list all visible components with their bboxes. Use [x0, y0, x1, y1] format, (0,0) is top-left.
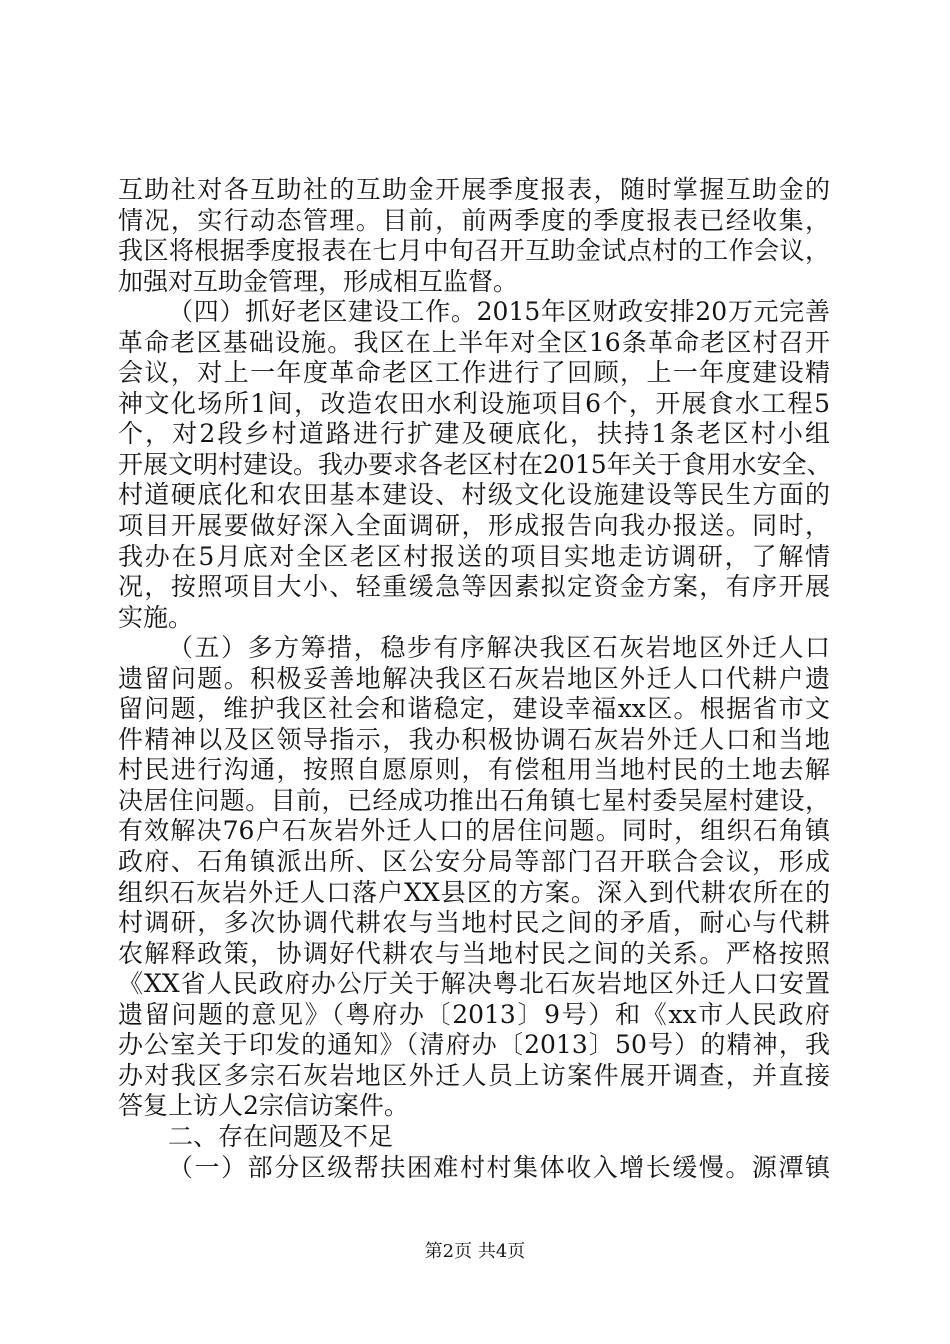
body-text-line: 组织石灰岩外迁人口落户XX县区的方案。深入到代耕农所在的 — [118, 877, 830, 907]
body-text-line: 加强对互助金管理，形成相互监督。 — [118, 266, 519, 296]
body-text-line: 我区将根据季度报表在七月中旬召开互助金试点村的工作会议， — [118, 236, 830, 266]
body-text-line: 革命老区基础设施。我区在上半年对全区16条革命老区村召开 — [118, 327, 830, 357]
body-text-line: 有效解决76户石灰岩外迁人口的居住问题。同时，组织石角镇 — [118, 816, 830, 846]
body-text-line: 留问题，维护我区社会和谐稳定，建设幸福xx区。根据省市文 — [118, 694, 830, 724]
body-text-line: （五）多方筹措，稳步有序解决我区石灰岩地区外迁人口 — [168, 633, 830, 663]
body-text — [118, 175, 830, 1183]
body-text-line: 村道硬底化和农田基本建设、村级文化设施建设等民生方面的 — [118, 480, 830, 510]
body-text-line: 村调研，多次协调代耕农与当地村民之间的矛盾，耐心与代耕 — [118, 908, 830, 938]
body-text-line: 况，按照项目大小、轻重缓急等因素拟定资金方案，有序开展 — [118, 572, 830, 602]
body-text-line: 农解释政策，协调好代耕农与当地村民之间的关系。严格按照 — [118, 938, 830, 968]
body-text-line: （四）抓好老区建设工作。2015年区财政安排20万元完善 — [168, 297, 830, 327]
body-text-line: 办公室关于印发的通知》（清府办〔2013〕50号）的精神，我 — [118, 1030, 830, 1060]
body-text-line: 决居住问题。目前，已经成功推出石角镇七星村委吴屋村建设， — [118, 785, 830, 815]
body-text-line: 神文化场所1间，改造农田水利设施项目6个，开展食水工程5 — [118, 388, 830, 418]
body-text-line: 件精神以及区领导指示，我办积极协调石灰岩外迁人口和当地 — [118, 724, 830, 754]
section-heading — [118, 1122, 830, 1153]
body-text-line: （一）部分区级帮扶困难村村集体收入增长缓慢。源潭镇 — [168, 1152, 830, 1182]
body-text-line: 情况，实行动态管理。目前，前两季度的季度报表已经收集， — [118, 205, 830, 235]
body-text-line: 项目开展要做好深入全面调研，形成报告向我办报送。同时， — [118, 511, 830, 541]
body-text-line: 开展文明村建设。我办要求各老区村在2015年关于食用水安全、 — [118, 449, 832, 479]
paragraph-continuation — [118, 175, 830, 297]
body-text-line: 互助社对各互助社的互助金开展季度报表，随时掌握互助金的 — [118, 175, 830, 204]
body-text-line: 政府、石角镇派出所、区公安分局等部门召开联合会议，形成 — [118, 847, 830, 877]
body-text-line: 我办在5月底对全区老区村报送的项目实地走访调研，了解情 — [118, 541, 830, 571]
body-text-line: 个，对2段乡村道路进行扩建及硬底化，扶持1条老区村小组 — [118, 419, 830, 449]
body-text-line: 办对我区多宗石灰岩地区外迁人员上访案件展开调查，并直接 — [118, 1060, 830, 1090]
body-text-line: 村民进行沟通，按照自愿原则，有偿租用当地村民的土地去解 — [118, 755, 830, 785]
section-heading-text: 二、存在问题及不足 — [168, 1121, 394, 1151]
paragraph-relocated-population — [118, 633, 830, 1122]
body-text-line: 会议，对上一年度革命老区工作进行了回顾，上一年度建设精 — [118, 358, 830, 388]
body-text-line: 答复上访人2宗信访案件。 — [118, 1091, 409, 1121]
paragraph-old-area-construction — [118, 297, 830, 633]
body-text-line: 实施。 — [118, 602, 194, 632]
body-text-line: 遗留问题。积极妥善地解决我区石灰岩地区外迁人口代耕户遗 — [118, 663, 830, 693]
paragraph-village-income — [118, 1153, 830, 1184]
page-number-footer: 第2页 共4页 — [424, 1241, 526, 1262]
body-text-line: 遗留问题的意见》（粤府办〔2013〕9号）和《xx市人民政府 — [118, 999, 830, 1029]
body-text-line: 《XX省人民政府办公厅关于解决粤北石灰岩地区外迁人口安置 — [118, 969, 830, 999]
